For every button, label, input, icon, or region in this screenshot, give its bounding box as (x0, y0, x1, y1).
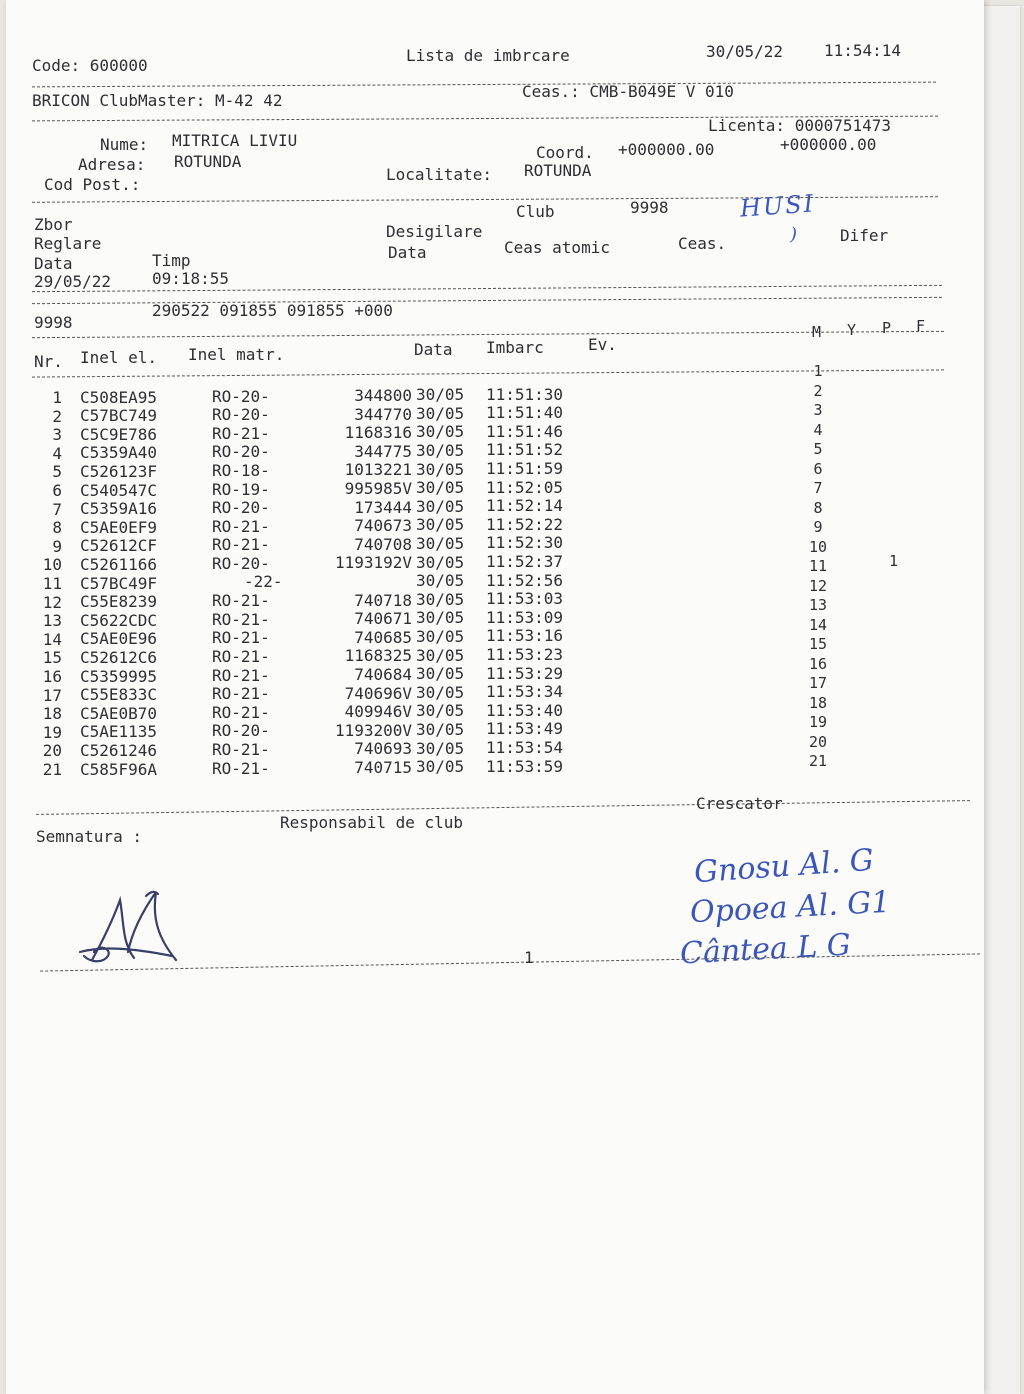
row-time: 11:51:40 (486, 403, 564, 423)
sync-club: 9998 (34, 313, 73, 332)
row-inel-el: C585F96A (80, 759, 158, 779)
row-inel-matr: 409946V (344, 702, 412, 722)
row-date: 30/05 (416, 385, 465, 405)
row-inel-matr: 1168325 (344, 646, 412, 666)
row-series: RO-21- (212, 423, 270, 443)
row-inel-matr: 1193192V (334, 553, 412, 573)
row-date: 30/05 (416, 664, 465, 684)
row-series: RO-21- (212, 702, 270, 722)
m-value: 17 (808, 674, 828, 692)
row-time: 11:52:14 (486, 496, 564, 516)
row-nr: 10 (42, 555, 62, 575)
row-time: 11:53:49 (486, 719, 564, 739)
col-inel-el: Inel el. (80, 348, 158, 367)
reglare-date: 29/05/22 (34, 272, 112, 291)
row-series: RO-18- (212, 461, 270, 481)
row-series: RO-21- (212, 535, 270, 555)
code-text: Code: 600000 (32, 56, 148, 75)
handwritten-mark: ) (790, 224, 798, 245)
row-time: 11:51:59 (486, 458, 564, 478)
reglare-time: 09:18:55 (152, 269, 230, 288)
row-inel-el: C5AE0B70 (80, 703, 158, 723)
row-time: 11:51:46 (486, 421, 564, 441)
row-inel-el: C5AE0EF9 (80, 517, 158, 537)
m-value: 8 (813, 498, 823, 517)
document-title: Lista de imbrcare (406, 46, 570, 65)
row-time: 11:53:23 (486, 644, 564, 664)
sync-line: 290522 091855 091855 +000 (152, 301, 393, 320)
locality-label: Localitate: (386, 165, 492, 184)
row-series: RO-21- (212, 684, 270, 704)
club-value: 9998 (630, 198, 669, 217)
handwritten-name-1: Gnosu Al. G (692, 842, 875, 891)
timp-label: Timp (152, 251, 191, 270)
row-inel-matr: 344770 (354, 404, 412, 424)
table-row (6, 756, 984, 779)
m-value: 9 (813, 518, 823, 536)
m-value: 2 (813, 381, 823, 400)
row-nr: 1 (52, 388, 62, 407)
postcode-label: Cod Post.: (44, 175, 141, 194)
print-time: 11:54:14 (824, 41, 902, 60)
row-inel-matr: 740718 (354, 590, 412, 610)
atomic-clock-label: Ceas atomic (504, 238, 610, 257)
col-nr: Nr. (34, 352, 63, 371)
row-nr: 13 (42, 611, 62, 631)
row-date: 30/05 (416, 701, 465, 721)
col-m: M (812, 323, 822, 341)
row-time: 11:53:54 (486, 737, 564, 757)
row-time: 11:52:30 (486, 533, 564, 553)
col-data: Data (414, 340, 453, 359)
row-time: 11:53:40 (486, 700, 564, 720)
row-date: 30/05 (416, 682, 465, 702)
row-nr: 4 (52, 443, 62, 463)
row-series: RO-21- (212, 591, 270, 611)
coord-y: +000000.00 (780, 135, 877, 154)
row-inel-el: C57BC49F (80, 573, 158, 593)
row-time: 11:53:09 (486, 607, 564, 627)
row-inel-el: C5AE1135 (80, 722, 158, 742)
row-date: 30/05 (416, 422, 465, 442)
col-imbarc: Imbarc (486, 338, 544, 357)
m-value: 12 (808, 576, 828, 595)
row-inel-el: C508EA95 (80, 387, 158, 407)
row-inel-el: C55E8239 (80, 592, 158, 612)
clock-label: Ceas. (678, 234, 727, 253)
row-nr: 5 (52, 462, 62, 482)
p-mark: 1 (889, 552, 899, 570)
printed-sheet (6, 0, 984, 1394)
row-time: 11:51:52 (486, 440, 564, 460)
breeder-label: Crescator (696, 794, 783, 813)
row-date: 30/05 (416, 478, 465, 498)
row-series: RO-20- (212, 498, 270, 518)
col-inel-matr: Inel matr. (188, 345, 285, 364)
row-nr: 15 (42, 648, 62, 668)
row-inel-matr: 740696V (344, 683, 412, 703)
m-value: 13 (808, 596, 828, 614)
row-nr: 21 (42, 760, 62, 779)
row-inel-matr: 740708 (354, 534, 412, 554)
row-date: 30/05 (416, 552, 465, 572)
col-p: P (882, 319, 892, 337)
row-inel-matr: 740693 (354, 739, 412, 759)
row-series: RO-21- (212, 665, 270, 685)
row-series: -22- (244, 572, 283, 592)
row-date: 30/05 (416, 515, 465, 535)
m-value: 19 (808, 713, 828, 731)
licence-text: Licenta: 0000751473 (708, 116, 892, 135)
row-date: 30/05 (416, 719, 465, 739)
row-nr: 2 (52, 406, 62, 426)
row-nr: 17 (42, 685, 62, 705)
m-value: 10 (808, 537, 828, 556)
row-series: RO-20- (212, 405, 270, 425)
m-value: 7 (813, 479, 823, 497)
row-nr: 7 (52, 499, 62, 519)
row-series: RO-21- (212, 609, 270, 629)
row-inel-el: C5622CDC (80, 610, 158, 630)
row-inel-matr: 740715 (354, 757, 412, 777)
col-ev: Ev. (588, 335, 617, 354)
row-inel-matr: 1013221 (344, 460, 412, 480)
club-label: Club (516, 202, 555, 221)
m-value: 14 (808, 615, 828, 634)
row-date: 30/05 (416, 496, 465, 516)
coord-label: Coord. (536, 143, 594, 162)
row-inel-matr: 1168316 (344, 423, 412, 443)
row-inel-matr: 740685 (354, 627, 412, 647)
row-series: RO-20- (212, 554, 270, 574)
row-nr: 9 (52, 536, 62, 556)
row-date: 30/05 (416, 626, 465, 646)
row-date: 30/05 (416, 533, 465, 553)
m-value: 20 (808, 732, 828, 751)
device-text: BRICON ClubMaster: M-42 42 (32, 91, 283, 110)
m-value: 16 (808, 654, 828, 673)
row-inel-matr: 740684 (354, 664, 412, 684)
row-series: RO-21- (212, 758, 270, 778)
row-inel-matr: 995985V (344, 478, 412, 498)
m-value: 11 (808, 557, 828, 575)
row-time: 11:53:29 (486, 663, 564, 683)
row-date: 30/05 (416, 608, 465, 628)
row-series: RO-21- (212, 628, 270, 648)
row-series: RO-20- (212, 721, 270, 741)
col-y: Y (847, 321, 857, 339)
row-date: 30/05 (416, 645, 465, 665)
row-time: 11:52:56 (486, 570, 564, 590)
row-series: RO-19- (212, 479, 270, 499)
row-inel-matr: 1193200V (334, 720, 412, 740)
m-value: 3 (813, 401, 823, 419)
row-inel-matr: 344800 (354, 385, 412, 405)
m-value: 1 (813, 362, 823, 380)
difer-label: Difer (840, 226, 889, 245)
row-time: 11:52:22 (486, 514, 564, 534)
row-inel-el: C5C9E786 (80, 424, 158, 444)
signature-label: Semnatura : (36, 827, 142, 846)
row-series: RO-20- (212, 386, 270, 406)
row-nr: 18 (42, 704, 62, 724)
row-nr: 11 (42, 574, 62, 593)
row-inel-matr: 740673 (354, 516, 412, 536)
row-series: RO-20- (212, 442, 270, 462)
reglare-label: Reglare (34, 234, 102, 253)
address-label: Adresa: (78, 155, 146, 174)
row-inel-el: C57BC749 (80, 406, 158, 426)
m-value: 18 (808, 693, 828, 712)
row-nr: 14 (42, 629, 62, 649)
m-value: 6 (813, 459, 823, 478)
locality-value: ROTUNDA (524, 161, 592, 180)
row-inel-el: C5359A40 (80, 443, 158, 463)
data-label: Data (34, 254, 73, 273)
row-time: 11:51:30 (486, 384, 564, 404)
row-nr: 16 (42, 667, 62, 686)
row-nr: 20 (42, 741, 62, 761)
handwritten-signature (72, 882, 182, 972)
name-label: Nume: (100, 135, 149, 154)
row-time: 11:53:16 (486, 626, 564, 646)
row-nr: 3 (52, 425, 62, 445)
boarding-table (6, 0, 984, 820)
col-f: F (916, 317, 926, 335)
m-column (806, 0, 836, 800)
row-date: 30/05 (416, 440, 465, 460)
row-inel-el: C540547C (80, 480, 158, 500)
row-series: RO-21- (212, 516, 270, 536)
zbor-label: Zbor (34, 215, 73, 234)
row-nr: 19 (42, 722, 62, 742)
row-inel-matr: 740671 (354, 609, 412, 629)
row-inel-el: C526123F (80, 462, 158, 482)
row-date: 30/05 (416, 757, 465, 777)
fancier-address: ROTUNDA (174, 152, 242, 171)
fancier-name: MITRICA LIVIU (172, 131, 298, 150)
row-inel-matr: 173444 (354, 497, 412, 517)
row-inel-el: C52612C6 (80, 648, 158, 668)
row-inel-el: C5AE0E96 (80, 629, 158, 649)
row-inel-el: C52612CF (80, 536, 158, 556)
row-series: RO-21- (212, 740, 270, 760)
handwritten-name-2: Opoea Al. G1 (689, 884, 892, 931)
row-date: 30/05 (416, 571, 465, 591)
m-value: 4 (813, 420, 823, 439)
row-time: 11:53:03 (486, 589, 564, 609)
handwritten-place: HUSI (739, 189, 816, 223)
row-inel-el: C5261166 (80, 555, 158, 575)
row-inel-el: C5359995 (80, 666, 158, 686)
row-date: 30/05 (416, 589, 465, 609)
print-date: 30/05/22 (706, 42, 784, 61)
row-nr: 8 (52, 518, 62, 538)
row-series: RO-21- (212, 647, 270, 667)
m-value: 5 (813, 440, 823, 458)
row-date: 30/05 (416, 738, 465, 758)
desigilare-label: Desigilare (386, 222, 483, 241)
row-time: 11:53:34 (486, 682, 564, 702)
row-inel-el: C5359A16 (80, 499, 158, 519)
m-value: 21 (808, 752, 828, 770)
club-responsible-label: Responsabil de club (280, 813, 464, 832)
row-inel-el: C5261246 (80, 741, 158, 761)
row-inel-el: C55E833C (80, 685, 158, 705)
row-date: 30/05 (416, 459, 465, 479)
handwritten-name-3: Cântea L G (679, 927, 852, 972)
row-date: 30/05 (416, 403, 465, 423)
page-number: 1 (524, 948, 534, 967)
row-time: 11:52:05 (486, 477, 564, 497)
clock-id: Ceas.: CMB-B049E V 010 (522, 82, 734, 101)
coord-x: +000000.00 (618, 140, 715, 159)
m-value: 15 (808, 635, 828, 653)
desigilare-data-label: Data (388, 243, 427, 262)
row-nr: 6 (52, 481, 62, 500)
row-nr: 12 (42, 592, 62, 612)
row-time: 11:52:37 (486, 551, 564, 571)
row-time: 11:53:59 (486, 756, 564, 776)
row-inel-matr: 344775 (354, 441, 412, 461)
